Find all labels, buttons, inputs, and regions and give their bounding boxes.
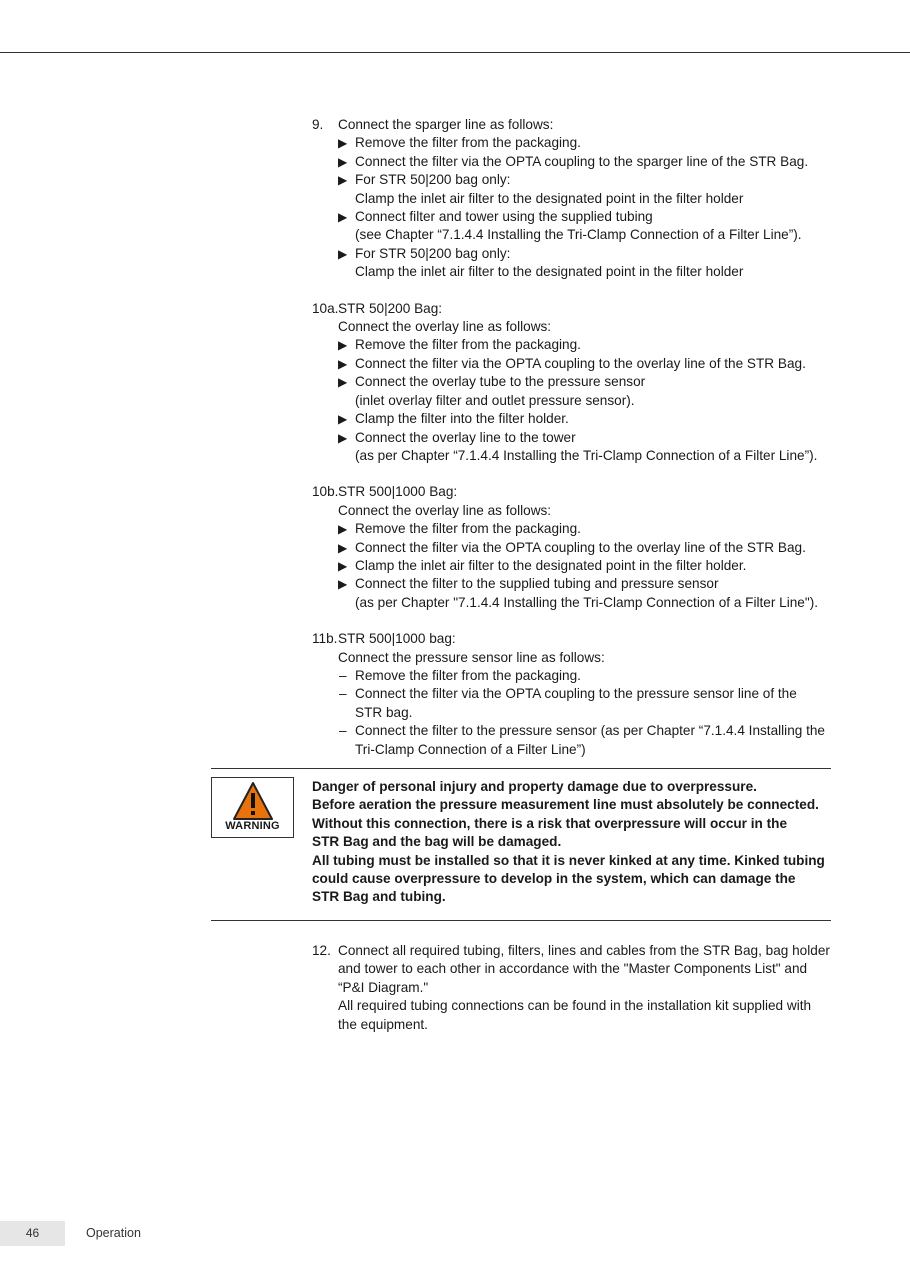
- warning-label: WARNING: [225, 820, 280, 832]
- step-12-line: the equipment.: [338, 1016, 428, 1032]
- step-title: STR 500|1000 bag:: [338, 631, 456, 647]
- warning-sign: [211, 777, 294, 838]
- step-subtitle: Connect the pressure sensor line as follows:: [338, 649, 605, 665]
- triangle-bullet-icon: ▶: [338, 173, 348, 188]
- warning-triangle-icon: [232, 781, 274, 821]
- triangle-bullet-icon: ▶: [338, 154, 348, 169]
- step-title: Connect the sparger line as follows:: [338, 117, 554, 132]
- step-12-text: [338, 942, 830, 1034]
- step-number: 11b.: [312, 631, 338, 647]
- step-title: STR 50|200 Bag:: [338, 300, 443, 316]
- triangle-bullet-icon: ▶: [338, 412, 348, 427]
- bullet-list: [312, 520, 832, 612]
- dash-list: [312, 667, 832, 759]
- page-number: 46: [0, 1221, 65, 1246]
- warning-line: Danger of personal injury and property damage due to overpressure.: [312, 779, 757, 794]
- warning-box: [211, 768, 831, 921]
- triangle-bullet-icon: ▶: [338, 338, 348, 353]
- list-item-text: Connect the overlay line to the tower: [355, 429, 576, 445]
- list-item-text: Clamp the inlet air filter to the designated point in the filter holder: [355, 190, 744, 206]
- list-item-text: Clamp the filter into the filter holder.: [355, 411, 569, 427]
- warning-line: STR Bag and the bag will be damaged.: [312, 834, 562, 850]
- list-item-text: Connect the filter via the OPTA coupling to the overlay line of the STR Bag.: [355, 539, 806, 555]
- list-item: [338, 171, 832, 208]
- list-item: [338, 373, 832, 410]
- list-item: [338, 539, 832, 557]
- list-item-text: Clamp the inlet air filter to the designated point in the filter holder.: [355, 557, 747, 573]
- list-item: [338, 685, 832, 722]
- list-item-text: Connect the filter via the OPTA coupling to the pressure sensor line of the: [355, 686, 797, 702]
- list-item-text: Connect the filter to the supplied tubing and pressure sensor: [355, 576, 719, 592]
- list-item-text: Connect the overlay tube to the pressure sensor: [355, 374, 646, 390]
- list-item: [338, 355, 832, 373]
- step-heading: [312, 483, 832, 501]
- triangle-bullet-icon: ▶: [338, 558, 348, 573]
- warning-line: All tubing must be installed so that it is never kinked at any time. Kinked tubing: [312, 852, 825, 868]
- list-item: [338, 557, 832, 575]
- warning-line: could cause overpressure to develop in the system, which can damage the: [312, 871, 796, 887]
- list-item-text: For STR 50|200 bag only:: [355, 172, 511, 188]
- step-10a: [312, 300, 832, 466]
- list-item-text: (see Chapter “7.1.4.4 Installing the Tri-Clamp Connection of a Filter Line”).: [355, 227, 802, 243]
- step-12-line: All required tubing connections can be found in the installation kit supplied with: [338, 998, 812, 1014]
- list-item-text: Connect the filter to the pressure sensor (as per Chapter “7.1.4.4 Installing the: [355, 723, 825, 739]
- list-item-text: (as per Chapter “7.1.4.4 Installing the Tri-Clamp Connection of a Filter Line”).: [355, 447, 818, 463]
- list-item: [338, 153, 832, 171]
- list-item: [338, 245, 832, 282]
- step-title: STR 500|1000 Bag:: [338, 484, 458, 500]
- list-item: [338, 429, 832, 466]
- triangle-bullet-icon: ▶: [338, 375, 348, 390]
- triangle-bullet-icon: ▶: [338, 210, 348, 225]
- list-item-text: Remove the filter from the packaging.: [355, 135, 581, 151]
- triangle-bullet-icon: ▶: [338, 246, 348, 261]
- header-rule: [0, 52, 910, 53]
- triangle-bullet-icon: ▶: [338, 522, 348, 537]
- warning-line: Before aeration the pressure measurement line must absolutely be connected.: [312, 797, 819, 813]
- step-12-line: “P&I Diagram.": [338, 979, 429, 995]
- footer-section-title: Operation: [86, 1226, 141, 1240]
- list-item: [338, 410, 832, 428]
- step-9: [312, 116, 832, 282]
- bullet-list: [312, 336, 832, 465]
- step-12-line: Connect all required tubing, filters, lines and cables from the STR Bag, bag holder: [338, 943, 830, 958]
- warning-line: STR Bag and tubing.: [312, 889, 446, 905]
- dash-marker: –: [339, 667, 347, 683]
- instruction-steps: [312, 116, 832, 777]
- triangle-bullet-icon: ▶: [338, 356, 348, 371]
- list-item-text: Tri-Clamp Connection of a Filter Line”): [355, 741, 586, 757]
- list-item-text: Connect filter and tower using the supplied tubing: [355, 209, 653, 225]
- warning-line: Without this connection, there is a risk that overpressure will occur in the: [312, 815, 787, 831]
- list-item-text: (inlet overlay filter and outlet pressure sensor).: [355, 392, 635, 408]
- step-12-line: and tower to each other in accordance with the "Master Components List" and: [338, 961, 808, 977]
- step-number: 9.: [312, 117, 324, 132]
- triangle-bullet-icon: ▶: [338, 136, 348, 151]
- list-item: [338, 667, 832, 685]
- list-item-text: Connect the filter via the OPTA coupling to the overlay line of the STR Bag.: [355, 355, 806, 371]
- step-10b: [312, 483, 832, 612]
- dash-marker: –: [339, 723, 347, 739]
- list-item-text: For STR 50|200 bag only:: [355, 245, 511, 261]
- triangle-bullet-icon: ▶: [338, 430, 348, 445]
- list-item-text: Remove the filter from the packaging.: [355, 337, 581, 353]
- step-heading: [312, 116, 832, 134]
- list-item-text: Connect the filter via the OPTA coupling to the sparger line of the STR Bag.: [355, 153, 809, 169]
- warning-text: [312, 778, 832, 907]
- list-item-text: Remove the filter from the packaging.: [355, 521, 581, 537]
- list-item: [338, 520, 832, 538]
- step-12: [312, 942, 832, 1034]
- step-number: 10a.: [312, 300, 339, 316]
- dash-marker: –: [339, 686, 347, 702]
- list-item-text: (as per Chapter "7.1.4.4 Installing the Tri-Clamp Connection of a Filter Line").: [355, 594, 818, 610]
- step-number: 12.: [312, 943, 331, 958]
- triangle-bullet-icon: ▶: [338, 540, 348, 555]
- triangle-bullet-icon: ▶: [338, 577, 348, 592]
- step-heading: [312, 630, 832, 648]
- list-item: [338, 722, 832, 759]
- step-number: 10b.: [312, 484, 339, 500]
- list-item: [338, 134, 832, 152]
- list-item-text: Remove the filter from the packaging.: [355, 667, 581, 683]
- step-subtitle: Connect the overlay line as follows:: [338, 319, 552, 335]
- list-item-text: Clamp the inlet air filter to the designated point in the filter holder: [355, 264, 744, 280]
- list-item: [338, 208, 832, 245]
- step-subtitle: Connect the overlay line as follows:: [338, 502, 552, 518]
- step-heading: [312, 300, 832, 318]
- bullet-list: [312, 134, 832, 281]
- step-11b: [312, 630, 832, 759]
- list-item: [338, 336, 832, 354]
- list-item: [338, 575, 832, 612]
- list-item-text: STR bag.: [355, 704, 413, 720]
